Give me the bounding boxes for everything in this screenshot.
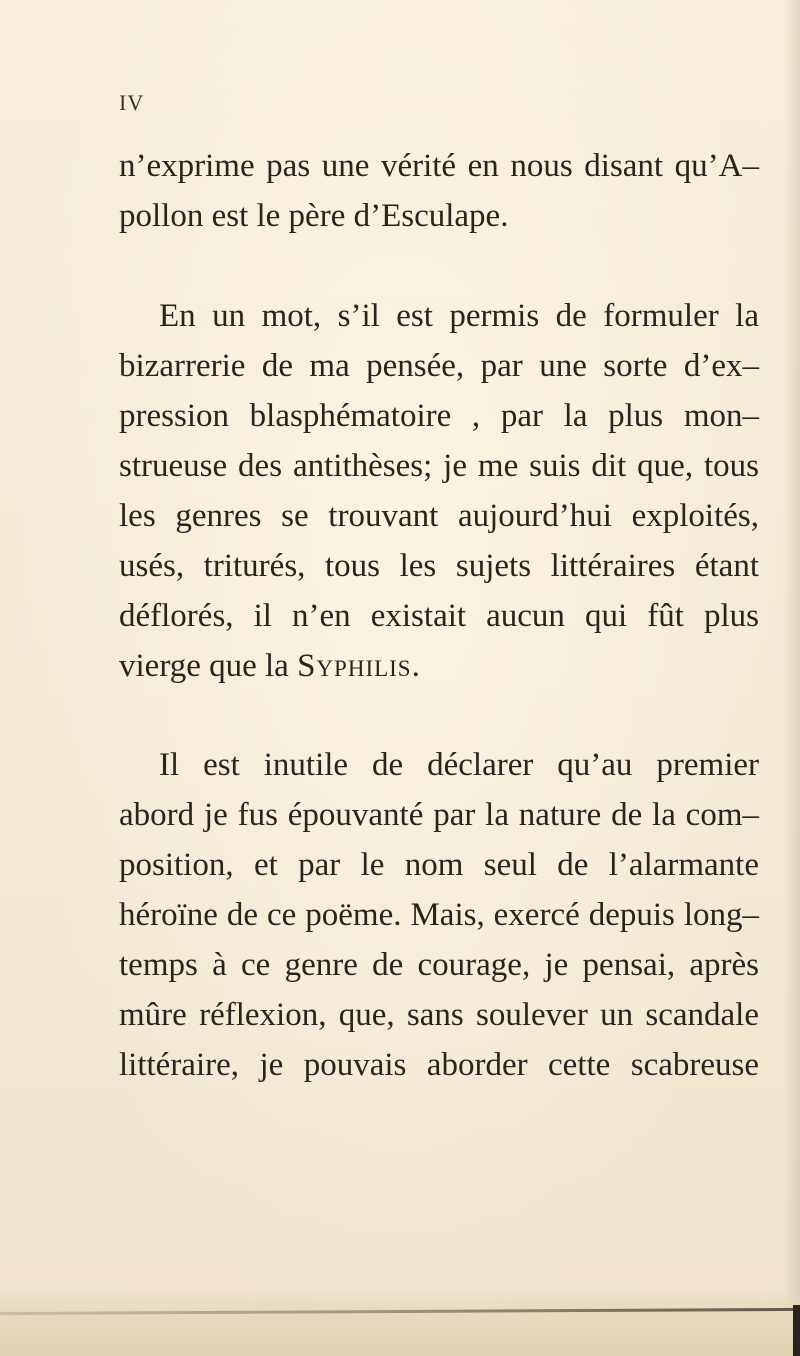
page-bottom-edge	[0, 1290, 800, 1356]
text-line: strueuse des antithèses; je me suis dit que, tous	[119, 448, 759, 484]
page-corner-mark	[793, 1305, 800, 1356]
text-line: les genres se trouvant aujourd’hui exploités,	[119, 498, 759, 534]
text-line: n’exprime pas une vérité en nous disant qu’A–	[119, 148, 759, 184]
text-segment: vierge que la	[119, 648, 298, 684]
text-line: usés, triturés, tous les sujets littéraires étant	[119, 548, 759, 584]
text-line: littéraire, je pouvais aborder cette scabreuse	[119, 1047, 759, 1083]
text-line: bizarrerie de ma pensée, par une sorte d’ex–	[119, 348, 759, 384]
page-number: IV	[119, 90, 145, 115]
text-line: pollon est le père d’Esculape.	[119, 198, 509, 234]
text-line: En un mot, s’il est permis de formuler la	[159, 298, 759, 334]
text-line	[119, 646, 421, 686]
text-line: abord je fus épouvanté par la nature de la com–	[119, 797, 759, 833]
text-line: déflorés, il n’en existait aucun qui fût plus	[119, 598, 759, 634]
text-line: Il est inutile de déclarer qu’au premier	[159, 747, 759, 783]
text-line: mûre réflexion, que, sans soulever un scandale	[119, 997, 759, 1033]
text-line: héroïne de ce poëme. Mais, exercé depuis long–	[119, 897, 759, 933]
text-line: temps à ce genre de courage, je pensai, après	[119, 947, 759, 983]
page-edge-shadow	[784, 0, 800, 1356]
title-word-syphilis: Syphilis.	[297, 648, 421, 684]
text-line: pression blasphématoire , par la plus mon–	[119, 398, 759, 434]
text-line: position, et par le nom seul de l’alarmante	[119, 847, 759, 883]
